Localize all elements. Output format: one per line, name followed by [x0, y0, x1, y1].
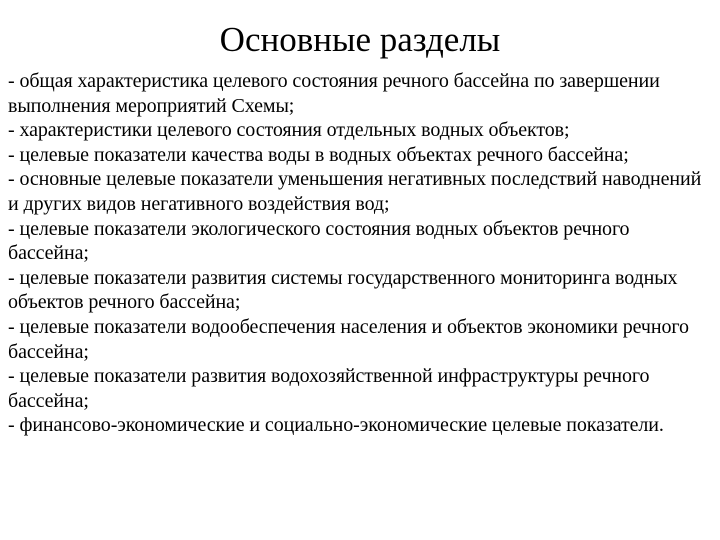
list-item: - характеристики целевого состояния отдельных водных объектов;	[8, 119, 570, 142]
list-item: - целевые показатели качества воды в водных объектах речного бассейна;	[8, 143, 629, 166]
list-item: - целевые показатели водообеспечения населения и объектов экономики речного бассейна;	[8, 315, 689, 363]
list-item: - общая характеристика целевого состояния речного бассейна по завершении выполнения мероприятий Схемы;	[8, 70, 660, 117]
section-list	[8, 69, 714, 438]
list-item: - целевые показатели развития системы государственного мониторинга водных объектов речного бассейна;	[8, 266, 678, 314]
list-item: - финансово-экономические и социально-экономические целевые показатели.	[8, 414, 664, 437]
list-item: - основные целевые показатели уменьшения негативных последствий наводнений и других видов негативного воздействия вод;	[8, 168, 702, 215]
list-item: - целевые показатели развития водохозяйственной инфраструктуры речного бассейна;	[8, 365, 650, 412]
list-item: - целевые показатели экологического состояния водных объектов речного бассейна;	[8, 217, 630, 265]
slide-title: Основные разделы	[219, 20, 501, 59]
